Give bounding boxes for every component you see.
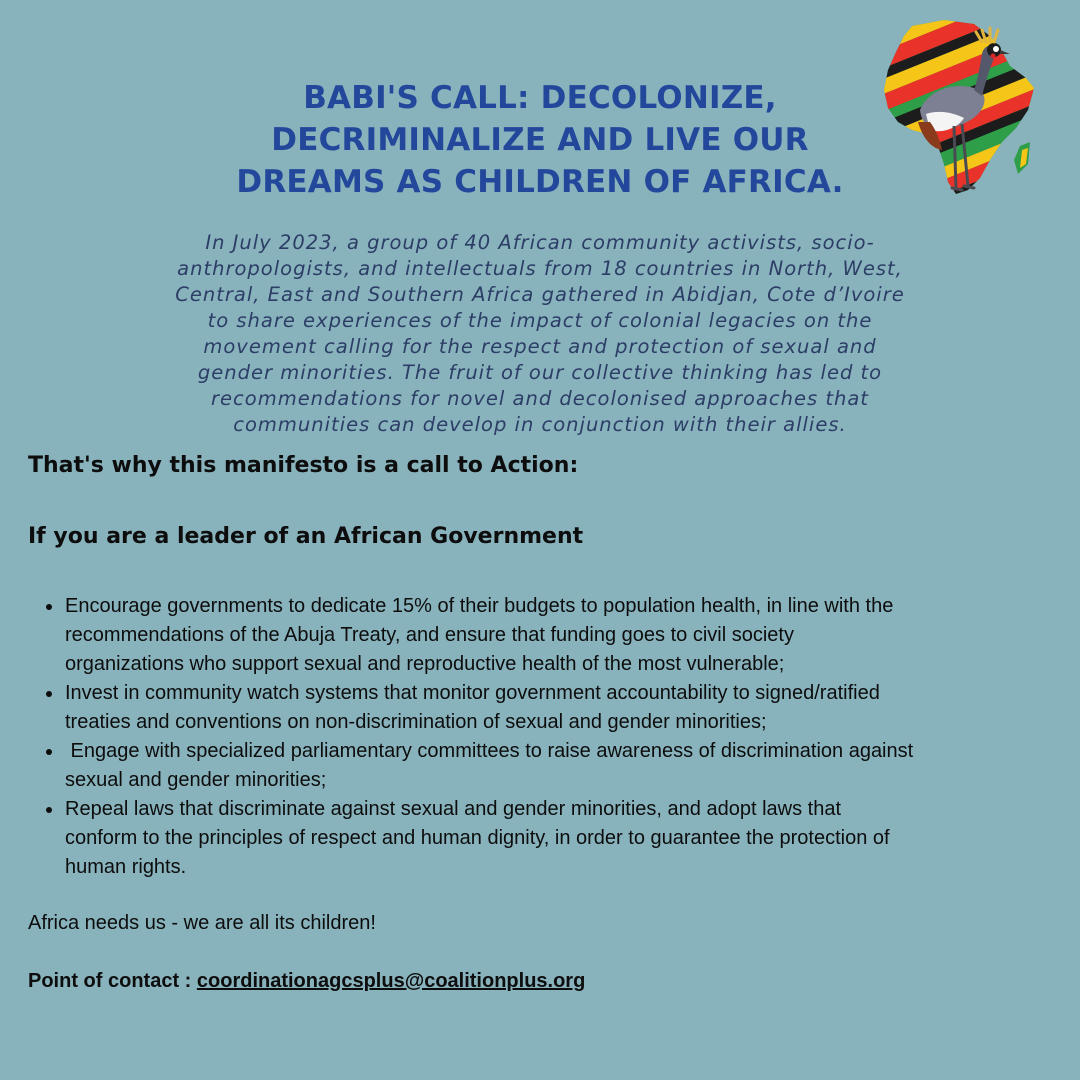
africa-map-crowned-crane-icon xyxy=(882,18,1040,200)
list-item xyxy=(28,679,1058,737)
list-item-line: organizations who support sexual and reproductive health of the most vulnerable; xyxy=(65,653,785,675)
call-to-action-heading: That's why this manifesto is a call to Action: xyxy=(28,453,579,478)
intro-line: Central, East and Southern Africa gathered in Abidjan, Cote d’Ivoire xyxy=(175,283,905,306)
contact-email-link[interactable]: coordinationagcsplus@coalitionplus.org xyxy=(196,970,586,992)
contact-label: Point of contact : xyxy=(28,970,197,992)
intro-paragraph xyxy=(110,230,970,438)
intro-line: movement calling for the respect and protection of sexual and xyxy=(203,335,877,358)
intro-line: to share experiences of the impact of colonial legacies on the xyxy=(207,309,873,332)
intro-line: anthropologists, and intellectuals from 18 countries in North, West, xyxy=(177,257,903,280)
list-item-line: conform to the principles of respect and human dignity, in order to guarantee the protection of xyxy=(65,827,890,849)
intro-line: In July 2023, a group of 40 African community activists, socio- xyxy=(205,231,875,254)
list-item-line: treaties and conventions on non-discrimination of sexual and gender minorities; xyxy=(65,711,767,733)
page-title xyxy=(190,77,890,203)
list-item-line: sexual and gender minorities; xyxy=(65,769,327,791)
title-line: BABI'S CALL: DECOLONIZE, xyxy=(303,80,777,116)
list-item-line: Encourage governments to dedicate 15% of their budgets to population health, in line with the xyxy=(65,595,894,617)
title-line: DECRIMINALIZE AND LIVE OUR xyxy=(271,122,809,158)
list-item-line: Repeal laws that discriminate against sexual and gender minorities, and adopt laws that xyxy=(65,798,841,820)
contact-line xyxy=(28,967,585,996)
title-line: DREAMS AS CHILDREN OF AFRICA. xyxy=(236,164,844,200)
closing-statement: Africa needs us - we are all its children! xyxy=(28,912,376,934)
list-item xyxy=(28,795,1058,882)
list-item xyxy=(28,737,1058,795)
list-item-line: recommendations of the Abuja Treaty, and ensure that funding goes to civil society xyxy=(65,624,794,646)
list-item-line: Engage with specialized parliamentary committees to raise awareness of discrimination against xyxy=(65,740,914,762)
list-item-line: Invest in community watch systems that monitor government accountability to signed/ratified xyxy=(65,682,880,704)
list-item-line: human rights. xyxy=(65,856,187,878)
intro-line: communities can develop in conjunction with their allies. xyxy=(233,413,847,436)
intro-line: recommendations for novel and decolonised approaches that xyxy=(211,387,869,410)
intro-line: gender minorities. The fruit of our collective thinking has led to xyxy=(197,361,883,384)
list-item xyxy=(28,592,1058,679)
audience-heading: If you are a leader of an African Government xyxy=(28,524,584,549)
recommendation-list xyxy=(28,592,1058,882)
